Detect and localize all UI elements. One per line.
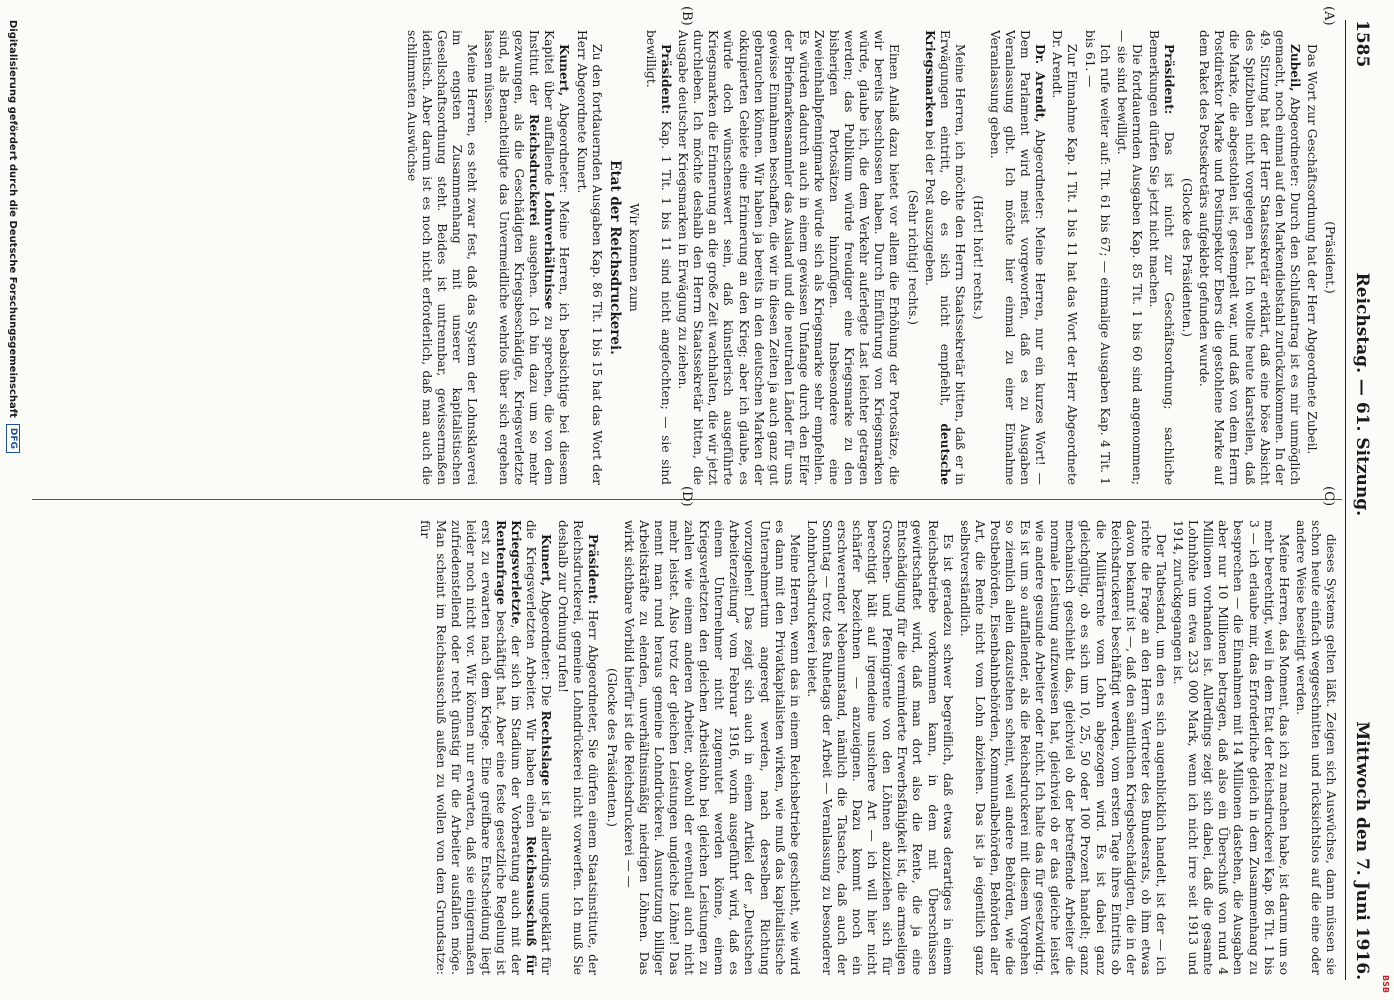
speaker-note: (Präsident.) [1323, 221, 1337, 294]
speaker-name: Kunert, [557, 44, 572, 97]
speaker-name: Dr. Arendt, [1033, 44, 1048, 123]
paragraph: Präsident: Das ist nicht zur Geschäftsordnung; sachliche Bemerkungen dürfen Sie jetzt nicht machen. [1146, 30, 1177, 485]
running-title: Reichstag. — 61. Sitzung. [1352, 272, 1372, 517]
section-heading: Etat der Reichsdruckerei. [606, 160, 623, 355]
emphasis: Reichsdruckerei [527, 113, 542, 226]
header-rule [1345, 20, 1346, 980]
paragraph: Der Tatbestand, um den es sich augenblicklich handelt, ist der — ich richte die Frage an den Herrn Vertreter des Bundesrats, ob ihm etwas davon bekannt ist —, daß den sämtlichen Kriegsbeschädigten, die in der Reichsdruckerei beschäftigt werden, vom ersten Tage ihres Eintritts ob die Militärrente vom Lohn abgezogen wird. Es ist dabei ganz gleichgültig, ob es sich um 10, 25, 50 oder 100 Prozent handelt; ganz mechanisch geschieht das, gleichviel ob der betreffende Arbeiter die normale Leistung aufzuweisen hat, gleichviel ob er das gleiche leistet wie andere gesunde Arbeiter oder nicht. Ich halte das für gesetzwidrig. Es ist um so auffallender, als die Reichsdruckerei mit diesem Vorgehen so ziemlich allein dazustehen scheint, weil andere Behörden, wie die Postbehörden, Eisenbahnbehörden, Kommunalbehörden, Behörden aller Art, die Rente nicht vom Lohn abziehen. Das ist ja eigentlich ganz selbstverständlich. [957, 520, 1168, 975]
paragraph: Präsident: Herr Abgeordneter, Sie dürfen einem Staatsinstitute, der Reichsdruckerei, gemeine Lohndrückerei nicht vorwerfen. Ich muß Sie deshalb zur Ordnung rufen! [556, 520, 601, 975]
session-date: Mittwoch den 7. Juni 1916. [1352, 721, 1372, 980]
paragraph: Dr. Arendt, Abgeordneter: Meine Herren, nur ein kurzes Wort! — Dem Parlament wird meist vorgeworfen, daß es zu Ausgaben Veranlassung gibt. Ich möchte hier einmal zu einer Einnahme Veranlassung geben. [988, 30, 1048, 485]
paragraph: Kunert, Abgeordneter: Die Rechtslage ist ja allerdings ungeklärt für die Kriegsverletzten Arbeiter. Wir haben einen Reichsausschuß für Kriegsverletzte, der sich im Stadium der Vorberatung auch mit der Rentenfrage beschäftigt hat. Aber eine feste gesetzliche Regelung ist erst zu erwarten nach dem Kriege. Eine greifbare Entscheidung liegt leider noch nicht vor. Wir können nur erwarten, daß sie einigermaßen zufriedenstellend oder recht günstig für die Arbeiter ausfallen möge. Man scheint im Reichsausschuß außen zu wollen von dem Grundsatze: für [418, 520, 554, 975]
paragraph: Kunert, Abgeordneter: Meine Herren, ich beabsichtige bei diesem Kapitel über auffallende Lohnverhältnisse zu sprechen, die von dem Institut der Reichsdruckerei ausgehen. Ich bin dazu um so mehr gezwungen, als die Geschädigten Kriegsbeschädigte, Kriegsverletzte sind, als Benachteiligte das Unvermeidliche wehrlos über sich ergehen lassen müssen. [482, 30, 572, 485]
paragraph: Es ist geradezu schwer begreiflich, daß etwas derartiges in einem Reichsbetriebe vorkommen kann, in dem mit Überschüssen gewirtschaftet wird, daß man dort also die Rente, die ja eine Entschädigung für die verminderte Erwerbsfähigkeit ist, die armseligen Groschen- und Pfennigrente von den Löhnen abzuziehen sich für berechtigt hält auf irgendeine unsichere Art — ich will hier nicht schärfer bezeichnen — anzueignen. Dazu kommt noch ein erschwerender Nebenumstand, nämlich die Tatsache, daß auch der Sonntag — trotz des Ruhetags der Arbeit — Veranlassung zu besonderer Lohnbruchsdruckerei bietet. [804, 520, 955, 975]
paragraph: Zubeil, Abgeordneter: Durch den Schlußantrag ist es mir unmöglich gemacht, noch einmal auf den Markendiebstahl zurückzukommen. In der 49. Sitzung hat der Herr Staatssekretär erklärt, daß eine böse Absicht des Spitzbuben nicht vorgelegen hat. Ich wollte heute klarstellen, daß die Marke, die abgestohlen ist, gestempelt war, und daß von dem Herrn Postdirektor Marke und Postinspektor Ebers die gestohlene Marke auf dem Paket des Postsekretärs aufgeklebt gefunden wurde. [1197, 30, 1302, 485]
speaker-name: Kunert, [539, 534, 554, 587]
speaker-name: Präsident: [1162, 44, 1177, 115]
paragraph: Präsident: Kap. 1 Tit. 1 bis 11 sind nicht angefochten; — sie sind bewilligt. [643, 30, 674, 485]
paragraph: Die fortdauernden Ausgaben Kap. 85 Tit. 1 bis 60 sind angenommen; — sie sind bewilligt. [1114, 30, 1144, 485]
page-number: 1585 [1352, 20, 1372, 68]
paragraph: Ich rufe weiter auf: Tit. 61 bis 67; — einmalige Ausgaben Kap. 4 Tit. 1 bis 61. — [1082, 30, 1112, 485]
paragraph: Zu den fortdauernden Ausgaben Kap. 86 Tit. 1 bis 15 hat das Wort der Herr Abgeordnete Kunert. [574, 30, 604, 485]
paragraph: Das Wort zur Geschäftsordnung hat der Herr Abgeordnete Zubeil. [1304, 44, 1319, 455]
paragraph: Einen Anlaß dazu bietet vor allem die Erhöhung der Portosätze, die wir bereits beschlossen haben. Durch Einführung von Kriegsmarken würde, glaube ich, die dem Verkehr auferlegte Last leichter getragen werden; das Publikum würde freudiger eine Kriegsmarke zu den bisherigen Portosätzen hinzufügen. Insbesondere eine Zweieinhalbpfennigmarke würde sich als Kriegsmarke sehr empfehlen. Es würden dadurch auch in einem gewissen Umfange durch den Eifer der Briefmarkensammler das Ausland und die neutralen Länder für uns gewisse Einnahmen beschaffen, die wir in diesen Zeiten ja auch ganz gut gebrauchen können. Wir haben ja bereits in den deutschen Marken der okkupierten Gebiete eine Erinnerung an den Krieg; aber ich glaube, es würde doch wünschenswert sein, daß künstlerisch ausgeführte Kriegsmarken die Erinnerung an die große Zeit wachhalten, die wir jetzt durchleben. Ich möchte deshalb den Herrn Staatssekretär bitten, die Ausgabe deutscher Kriegsmarken in Erwägung zu ziehen. [676, 30, 902, 485]
digitization-footer [4, 20, 22, 980]
speaker-name: Präsident: [659, 44, 674, 115]
speaker-name: Präsident: [586, 534, 601, 605]
emphasis: Rentenfrage [493, 520, 508, 605]
page-header [1350, 20, 1374, 980]
funding-note: Digitalisierung gefördert durch die Deutsche Forschungsgemeinschaft [7, 20, 19, 418]
stage-direction: (Sehr richtig! rechts.) [905, 189, 920, 326]
paragraph: Meine Herren, das Moment, das ich zu machen habe, ist darum um so mehr berechtigt, weil in dem Etat der Reichsdruckerei Kap. 86 Tit. 1 bis 3 — ich erlaube mir, das Erforderliche gleich in dem Zusammenhang zu besprechen — die Einnahmen mit 14 Millionen dastehen, die Ausgaben aber nur 10 Millionen betragen, daß also ein Überschuß von rund 4 Millionen vorhanden ist. Allerdings zeigt sich dabei, daß die gesamte Lohnhöhe um etwa 233 000 Mark, wenn ich nicht irre seit 1913 und 1914, zurückgegangen ist. [1171, 520, 1291, 975]
margin-marker-c: (C) [1321, 486, 1336, 507]
margin-marker-a: (A) [1321, 6, 1336, 26]
margin-marker-d: (D) [679, 486, 694, 507]
margin-marker-b: (B) [679, 6, 694, 26]
paragraph: Meine Herren, es steht zwar fest, daß das System der Lohnsklaverei im engsten Zusammenhang mit unserer kapitalistischen Gesellschaftsordnung steht. Beides ist untrennbar, gewissermaßen identisch. Aber darum ist es noch nicht erforderlich, daß man auch die schlimmsten Auswüchse [404, 30, 479, 485]
stage-direction: (Glocke des Präsidenten.) [604, 667, 619, 828]
paragraph: Meine Herren, wenn das in einem Reichsbetriebe geschieht, wie wird es dann mit den Privatkapitalisten wirken, wie muß das kapitalistische Unternehmertum angeregt werden, nach derselben Richtung vorzugehen! Das zeigt sich auch in einem Artikel der „Deutschen Arbeiterzeitung“ vom Februar 1916, worin ausgeführt wird, daß es einem Unternehmer nicht zugemutet werden könne, einem Kriegsverletzten den gleichen Arbeitslohn bei gleichen Leistungen zu zahlen wie einem anderen Arbeiter, obwohl der eventuell auch nicht mehr leistet. Also trotz der gleichen Leistungen ungleiche Löhne! Das nennt man rund heraus gemeine Lohndrückerei. Ausnutzung billiger Arbeitskräfte zu elenden, unverhältnismäßig niedrigen Löhnen. Das wirkt sichtbare Vorbild hierfür ist die Reichsdruckerei — — [621, 520, 802, 975]
dfg-logo: DFG [6, 424, 20, 453]
paragraph: Meine Herren, ich möchte den Herrn Staatssekretär bitten, daß er in Erwägungen eintritt, ob es sich nicht empfiehlt, deutsche Kriegsmarken bei der Post auszugeben. [922, 30, 967, 485]
emphasis: Lohnverhältnisse [542, 191, 557, 310]
paragraph: Zur Einnahme Kap. 1 Tit. 1 bis 11 hat das Wort der Herr Abgeordnete Dr. Arendt. [1050, 30, 1080, 485]
speaker-name: Zubeil, [1287, 44, 1302, 92]
stage-direction: (Hört! hört! rechts.) [970, 195, 985, 320]
emphasis: Rechtslage [539, 710, 554, 786]
library-stamp: BSB [1381, 975, 1390, 993]
paragraph: dieses Systems gelten läßt. Zeigen sich Auswüchse, dann müssen sie schon heute einfach weggeschnitten und rücksichtslos auf die eine oder andere Weise beseitigt werden. [1293, 520, 1338, 975]
right-column [38, 520, 1338, 975]
emphasis: Reichsausschuß für Kriegsverletzte [509, 520, 539, 975]
paragraph: Wir kommen zum [626, 203, 641, 312]
emphasis: deutsche Kriegsmarken [922, 30, 952, 485]
left-column [38, 30, 1338, 485]
stage-direction: (Glocke des Präsidenten.) [1180, 177, 1195, 338]
